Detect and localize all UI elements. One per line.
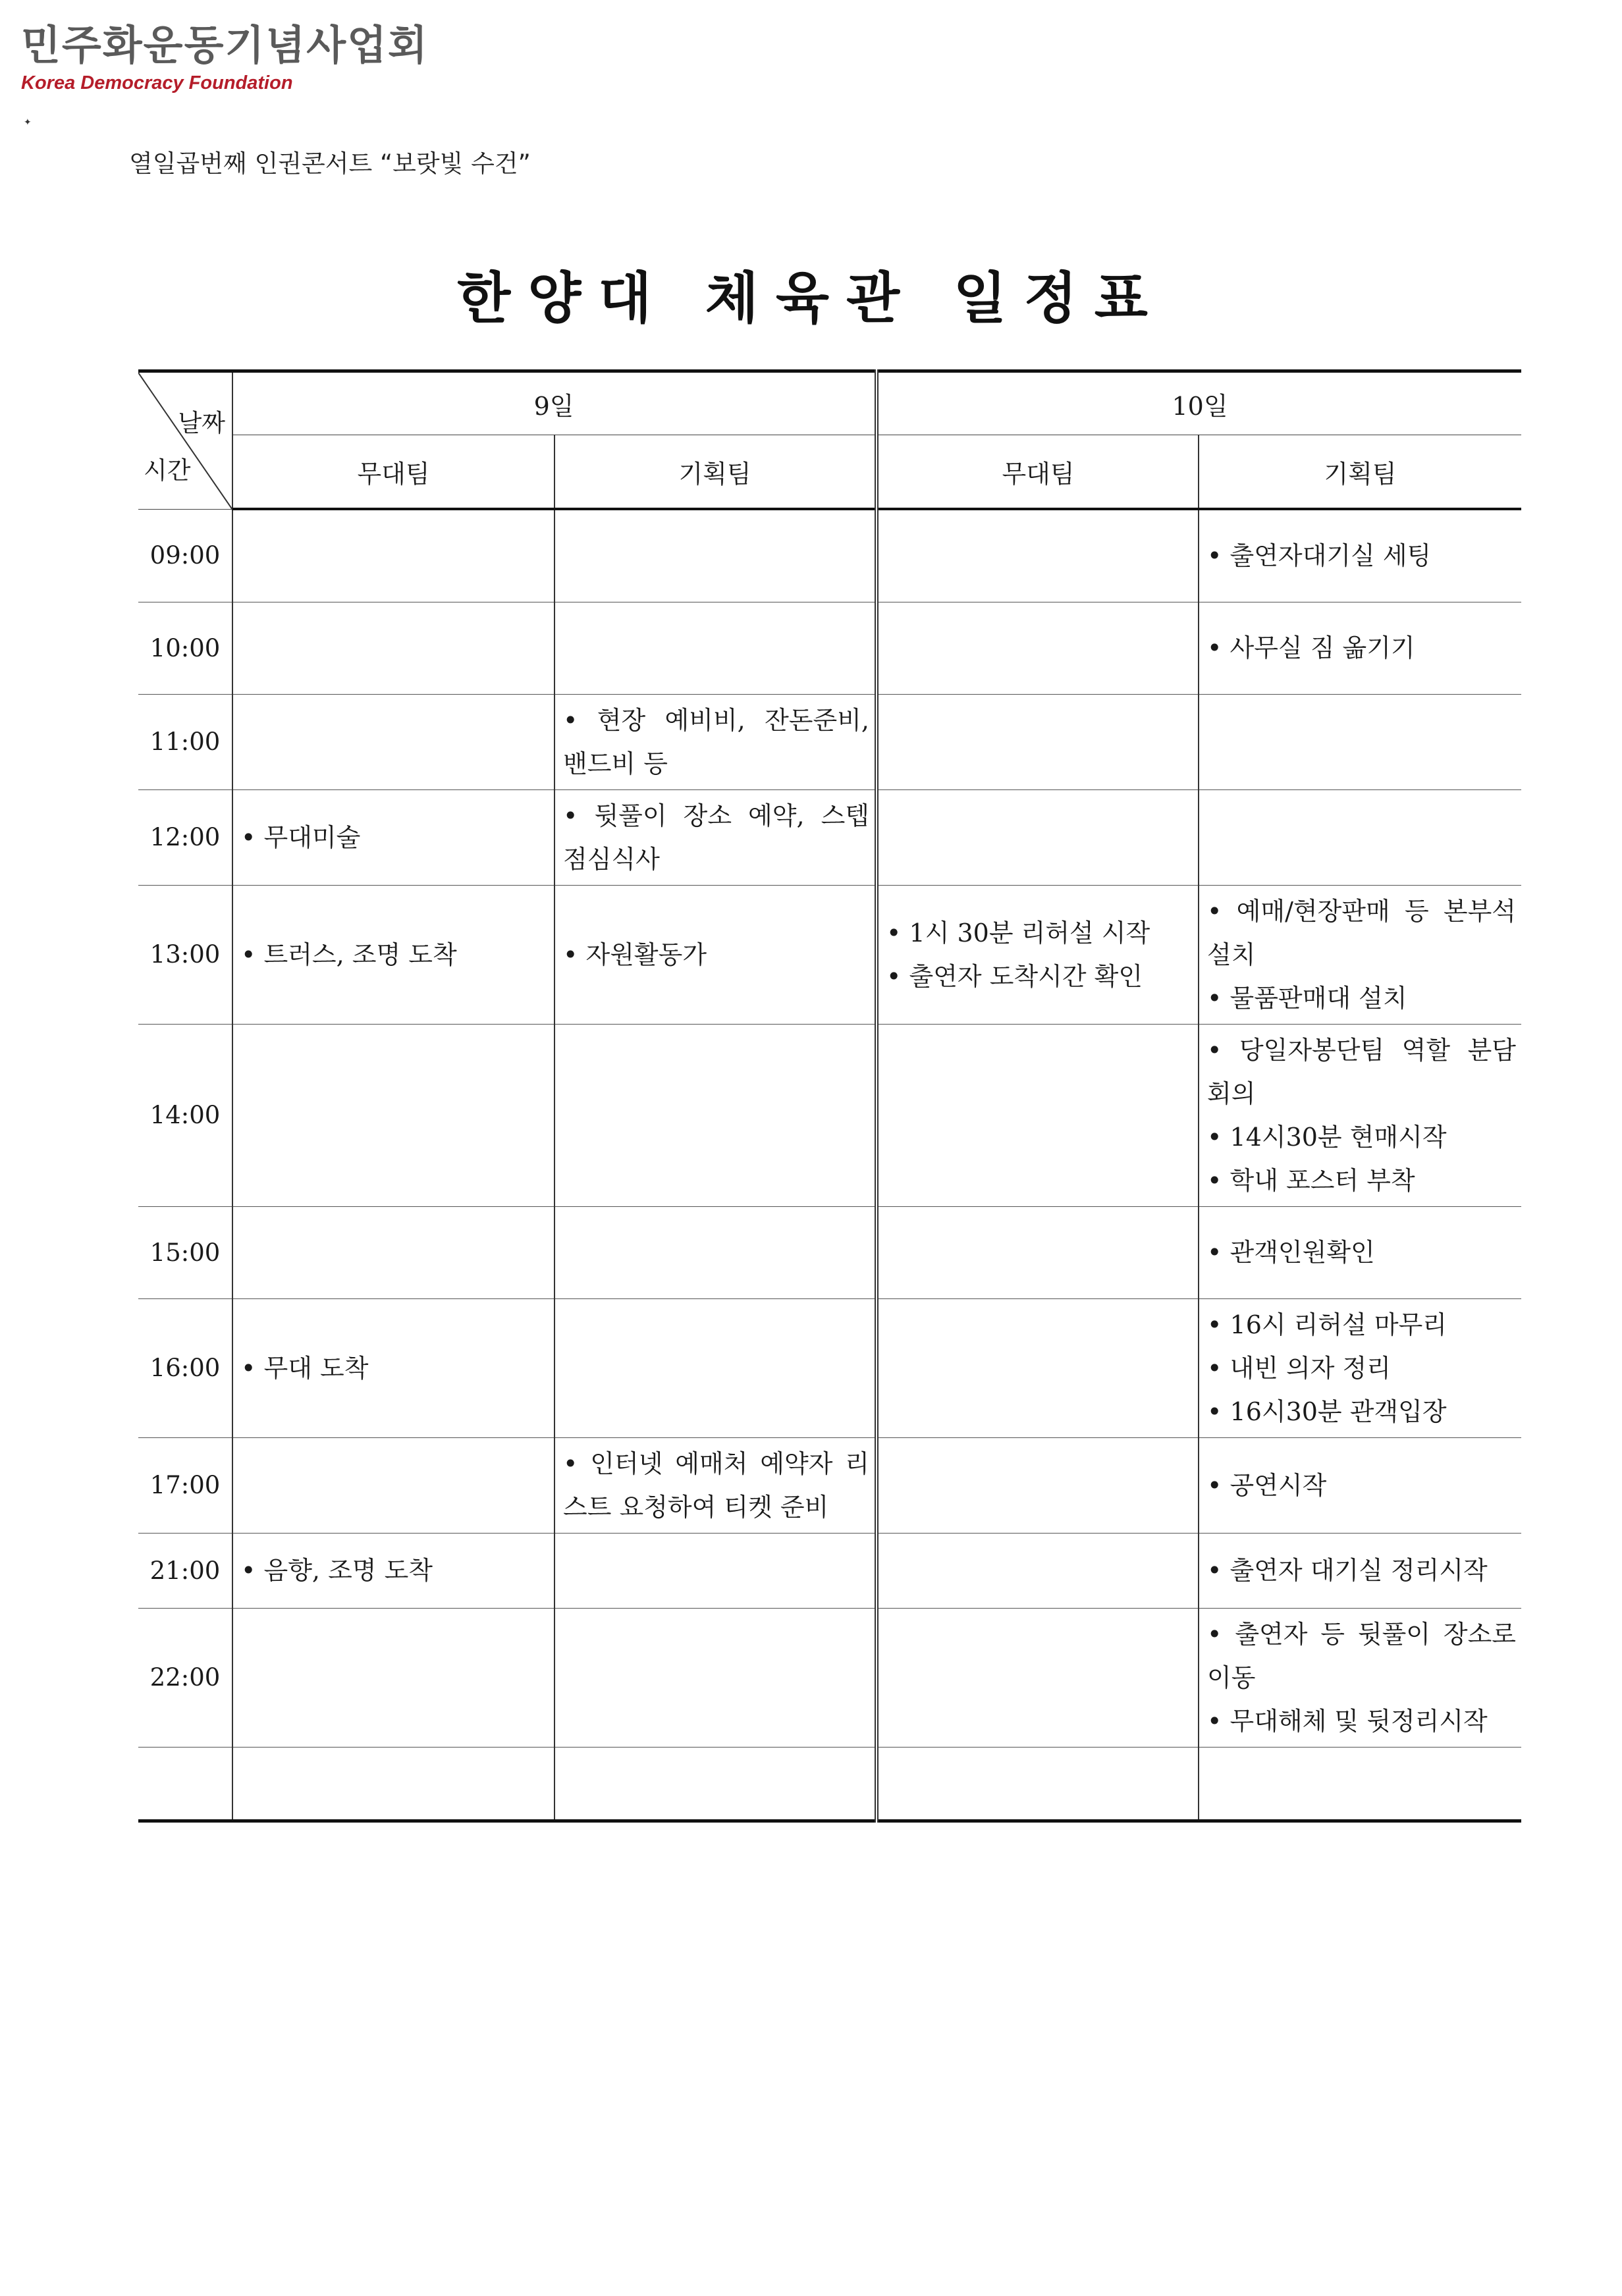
time-cell: 13:00	[138, 885, 232, 1024]
schedule-cell-stage-10	[877, 1298, 1199, 1437]
schedule-cell-stage-9	[232, 1608, 554, 1747]
cell-bullet-item: • 뒷풀이 장소 예약, 스텝	[563, 794, 869, 838]
schedule-cell-stage-10	[877, 694, 1199, 789]
cell-bullet-item: • 내빈 의자 정리	[1207, 1347, 1516, 1390]
time-cell: 12:00	[138, 789, 232, 885]
schedule-cell-planning-9	[554, 1533, 877, 1608]
corner-date-label: 날짜	[178, 409, 225, 437]
schedule-cell-planning-10	[1199, 1298, 1521, 1437]
schedule-cell-planning-9	[554, 1437, 877, 1533]
corner-header-cell	[138, 371, 232, 510]
time-cell	[138, 1747, 232, 1821]
schedule-cell-stage-9	[232, 602, 554, 694]
table-row	[138, 1024, 1521, 1206]
time-cell: 21:00	[138, 1533, 232, 1608]
table-row	[138, 1298, 1521, 1437]
bullet-mark: ✦	[24, 117, 32, 128]
schedule-cell-planning-10	[1199, 1533, 1521, 1608]
schedule-cell-stage-9	[232, 1747, 554, 1821]
cell-bullet-item: • 출연자대기실 세팅	[1207, 534, 1516, 577]
table-row	[138, 602, 1521, 694]
schedule-cell-planning-9	[554, 1608, 877, 1747]
schedule-cell-stage-9	[232, 1206, 554, 1298]
cell-bullet-item: • 트러스, 조명 도착	[241, 933, 549, 976]
table-row	[138, 694, 1521, 789]
day-header-row	[138, 371, 1521, 435]
day-header-10: 10일	[877, 371, 1521, 435]
time-cell: 17:00	[138, 1437, 232, 1533]
schedule-cell-stage-10	[877, 509, 1199, 602]
schedule-cell-stage-9	[232, 789, 554, 885]
table-row	[138, 1206, 1521, 1298]
schedule-cell-stage-10	[877, 1608, 1199, 1747]
team-header-stage-9: 무대팀	[232, 435, 554, 510]
cell-bullet-item: • 사무실 짐 옮기기	[1207, 626, 1516, 670]
cell-bullet-item: • 예매/현장판매 등 본부석	[1207, 890, 1516, 933]
time-cell: 11:00	[138, 694, 232, 789]
schedule-body	[138, 509, 1521, 1821]
table-row	[138, 1533, 1521, 1608]
schedule-cell-planning-10	[1199, 1747, 1521, 1821]
schedule-cell-planning-9	[554, 1206, 877, 1298]
schedule-cell-stage-10	[877, 1206, 1199, 1298]
schedule-cell-planning-9	[554, 1024, 877, 1206]
cell-bullet-item: • 출연자 도착시간 확인	[886, 955, 1193, 998]
table-row	[138, 1437, 1521, 1533]
cell-text-continuation: 설치	[1207, 940, 1256, 969]
schedule-cell-stage-9	[232, 1298, 554, 1437]
foundation-logo	[21, 21, 429, 93]
corner-time-label: 시간	[144, 456, 191, 485]
team-header-planning-10: 기획팀	[1199, 435, 1521, 510]
schedule-cell-planning-9	[554, 1298, 877, 1437]
cell-bullet-item: • 관객인원확인	[1207, 1231, 1516, 1274]
cell-bullet-item: • 16시30분 관객입장	[1207, 1390, 1516, 1433]
cell-bullet-item: • 16시 리허설 마무리	[1207, 1303, 1516, 1347]
schedule-cell-planning-10	[1199, 1608, 1521, 1747]
time-cell: 14:00	[138, 1024, 232, 1206]
cell-bullet-item: • 14시30분 현매시작	[1207, 1115, 1516, 1159]
schedule-cell-planning-9	[554, 789, 877, 885]
cell-bullet-item: • 공연시작	[1207, 1464, 1516, 1507]
cell-bullet-item: • 당일자봉단팀 역할 분담	[1207, 1028, 1516, 1072]
schedule-cell-planning-10	[1199, 1024, 1521, 1206]
schedule-cell-stage-10	[877, 885, 1199, 1024]
time-cell: 16:00	[138, 1298, 232, 1437]
cell-bullet-item: • 음향, 조명 도착	[241, 1549, 549, 1592]
schedule-cell-stage-10	[877, 1533, 1199, 1608]
schedule-cell-planning-10	[1199, 1437, 1521, 1533]
time-cell: 15:00	[138, 1206, 232, 1298]
time-cell: 09:00	[138, 509, 232, 602]
schedule-cell-planning-9	[554, 509, 877, 602]
schedule-cell-stage-10	[877, 1024, 1199, 1206]
schedule-cell-planning-9	[554, 885, 877, 1024]
cell-bullet-item: • 학내 포스터 부착	[1207, 1159, 1516, 1202]
cell-bullet-item: • 출연자 등 뒷풀이 장소로	[1207, 1613, 1516, 1656]
day-header-9: 9일	[232, 371, 877, 435]
schedule-cell-planning-10	[1199, 885, 1521, 1024]
table-row	[138, 1608, 1521, 1747]
cell-bullet-item: • 물품판매대 설치	[1207, 976, 1516, 1020]
schedule-cell-stage-10	[877, 1747, 1199, 1821]
concert-subtitle: 열일곱번째 인권콘서트 “보랏빛 수건”	[129, 149, 531, 178]
cell-text-continuation: 이동	[1207, 1663, 1256, 1692]
time-cell: 22:00	[138, 1608, 232, 1747]
schedule-cell-stage-9	[232, 1024, 554, 1206]
diagonal-line	[138, 373, 232, 510]
cell-bullet-item: • 무대 도착	[241, 1347, 549, 1390]
schedule-cell-stage-9	[232, 885, 554, 1024]
table-row	[138, 1747, 1521, 1821]
cell-bullet-item: • 인터넷 예매처 예약자 리	[563, 1442, 869, 1485]
schedule-cell-stage-9	[232, 1437, 554, 1533]
logo-korean-text: 민주화운동기념사업회	[21, 21, 429, 69]
schedule-cell-stage-10	[877, 789, 1199, 885]
schedule-cell-stage-9	[232, 509, 554, 602]
schedule-cell-stage-10	[877, 1437, 1199, 1533]
schedule-cell-planning-9	[554, 602, 877, 694]
schedule-cell-planning-10	[1199, 602, 1521, 694]
table-row	[138, 509, 1521, 602]
cell-bullet-item: • 1시 30분 리허설 시작	[886, 911, 1193, 955]
schedule-cell-stage-9	[232, 1533, 554, 1608]
schedule-cell-stage-10	[877, 602, 1199, 694]
cell-text-continuation: 밴드비 등	[563, 749, 668, 778]
table-row	[138, 885, 1521, 1024]
schedule-cell-planning-10	[1199, 1206, 1521, 1298]
schedule-cell-planning-9	[554, 1747, 877, 1821]
cell-text-continuation: 스트 요청하여 티켓 준비	[563, 1492, 829, 1522]
table-row	[138, 789, 1521, 885]
cell-bullet-item: • 무대미술	[241, 816, 549, 859]
time-cell: 10:00	[138, 602, 232, 694]
team-header-row	[138, 435, 1521, 510]
cell-text-continuation: 회의	[1207, 1079, 1256, 1108]
team-header-planning-9: 기획팀	[554, 435, 877, 510]
page-title: 한양대 체육관 일정표	[457, 265, 1165, 331]
schedule-cell-planning-10	[1199, 789, 1521, 885]
schedule-cell-planning-9	[554, 694, 877, 789]
cell-bullet-item: • 자원활동가	[563, 933, 869, 976]
schedule-table	[138, 369, 1521, 1823]
cell-bullet-item: • 출연자 대기실 정리시작	[1207, 1549, 1516, 1592]
schedule-cell-planning-10	[1199, 509, 1521, 602]
cell-bullet-item: • 무대해체 및 뒷정리시작	[1207, 1699, 1516, 1743]
cell-bullet-item: • 현장 예비비, 잔돈준비,	[563, 699, 869, 742]
schedule-cell-planning-10	[1199, 694, 1521, 789]
logo-english-text: Korea Democracy Foundation	[21, 72, 293, 93]
cell-text-continuation: 점심식사	[563, 844, 660, 874]
schedule-cell-stage-9	[232, 694, 554, 789]
team-header-stage-10: 무대팀	[877, 435, 1199, 510]
